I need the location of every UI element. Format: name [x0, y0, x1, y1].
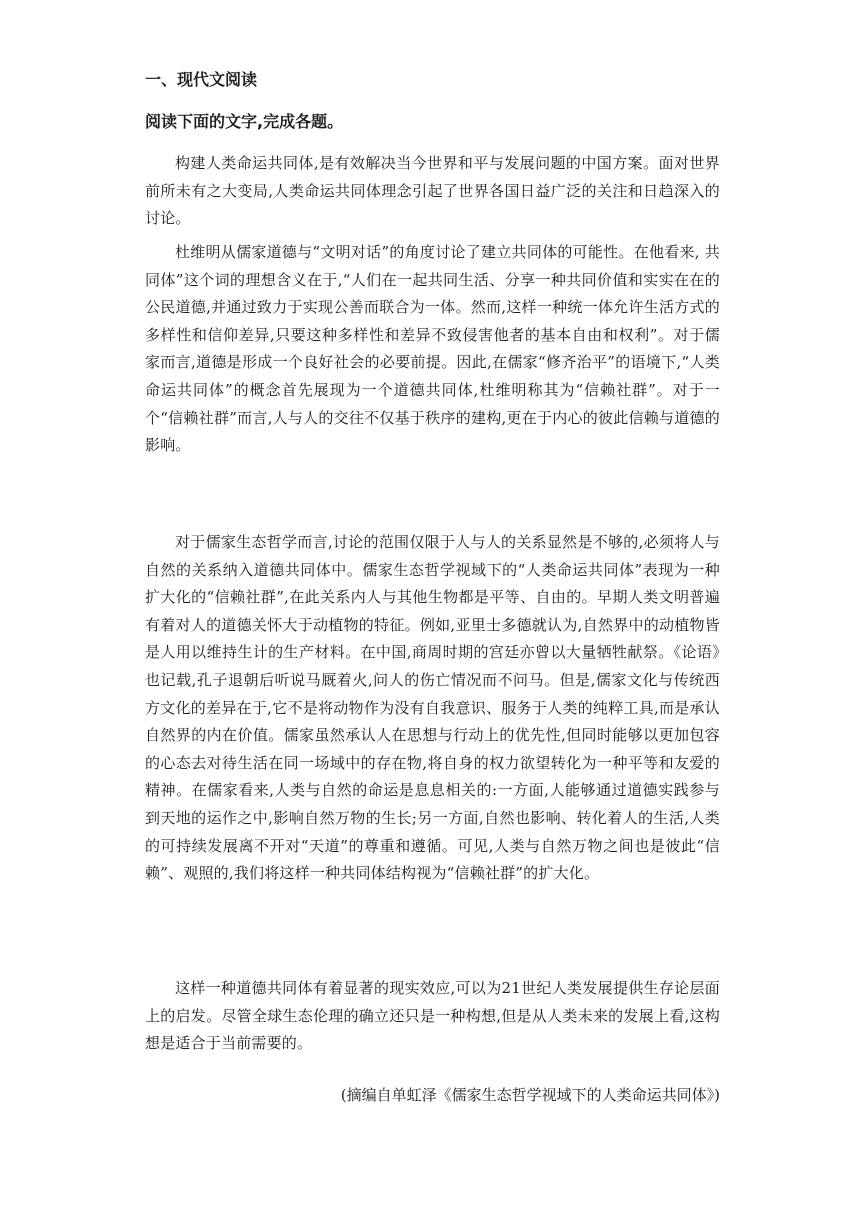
reading-instruction: 阅读下面的文字,完成各题。 [145, 112, 344, 131]
paragraph-2: 杜维明从儒家道德与“文明对话”的角度讨论了建立共同体的可能性。在他看来, 共同体”这个词的理想含义在于,“人们在一起共同生活、分享一种共同价值和实实在在的公民道德,并通过致力于实现公善而联合为一体。然而,这样一种统一体允许生活方式的多样性和信仰差异,只要这种多样性和差异不致侵害他者的基本自由和权利”。对于儒家而言,道德是形成一个良好社会的必要前提。因此,在儒家“修齐治平”的语境下,“人类命运共同体”的概念首先展现为一个道德共同体,杜维明称其为“信赖社群”。对于一个“信赖社群”而言,人与人的交往不仅基于秩序的建构,更在于内心的彼此信赖与道德的影响。 [145, 243, 720, 455]
section-heading: 一、现代文阅读 [145, 70, 258, 89]
paragraph-1: 构建人类命运共同体,是有效解决当今世界和平与发展问题的中国方案。面对世界前所未有之大变局,人类命运共同体理念引起了世界各国日益广泛的关注和日趋深入的讨论。 [145, 154, 720, 228]
paragraph-3: 对于儒家生态哲学而言,讨论的范围仅限于人与人的关系显然是不够的,必须将人与自然的关系纳入道德共同体中。儒家生态哲学视域下的“人类命运共同体”表现为一种扩大化的“信赖社群”,在此关系内人与其他生物都是平等、自由的。早期人类文明普遍有着对人的道德关怀大于动植物的特征。例如,亚里士多德就认为,自然界中的动植物皆是人用以维持生计的生产材料。在中国,商周时期的宫廷亦曾以大量牺牲献祭。《论语》也记载,孔子退朝后听说马厩着火,问人的伤亡情况而不问马。但是,儒家文化与传统西方文化的差异在于,它不是将动物作为没有自我意识、服务于人类的纯粹工具,而是承认自然界的内在价值。儒家虽然承认人在思想与行动上的优先性,但同时能够以更加包容的心态去对待生活在同一场域中的存在物,将自身的权力欲望转化为一种平等和友爱的精神。在儒家看来,人类与自然的命运是息息相关的:一方面,人能够通过道德实践参与到天地的运作之中,影响自然万物的生长;另一方面,自然也影响、转化着人的生活,人类的可持续发展离不开对“天道”的尊重和遵循。可见,人类与自然万物之间也是彼此“信赖”、观照的,我们将这样一种共同体结构视为“信赖社群”的扩大化。 [145, 533, 720, 883]
source-citation: (摘编自单虹泽《儒家生态哲学视域下的人类命运共同体》) [340, 1086, 720, 1104]
paragraph-4: 这样一种道德共同体有着显著的现实效应,可以为21世纪人类发展提供生存论层面上的启发。尽管全球生态伦理的确立还只是一种构想,但是从人类未来的发展上看,这构想是适合于当前需要的。 [145, 979, 720, 1053]
